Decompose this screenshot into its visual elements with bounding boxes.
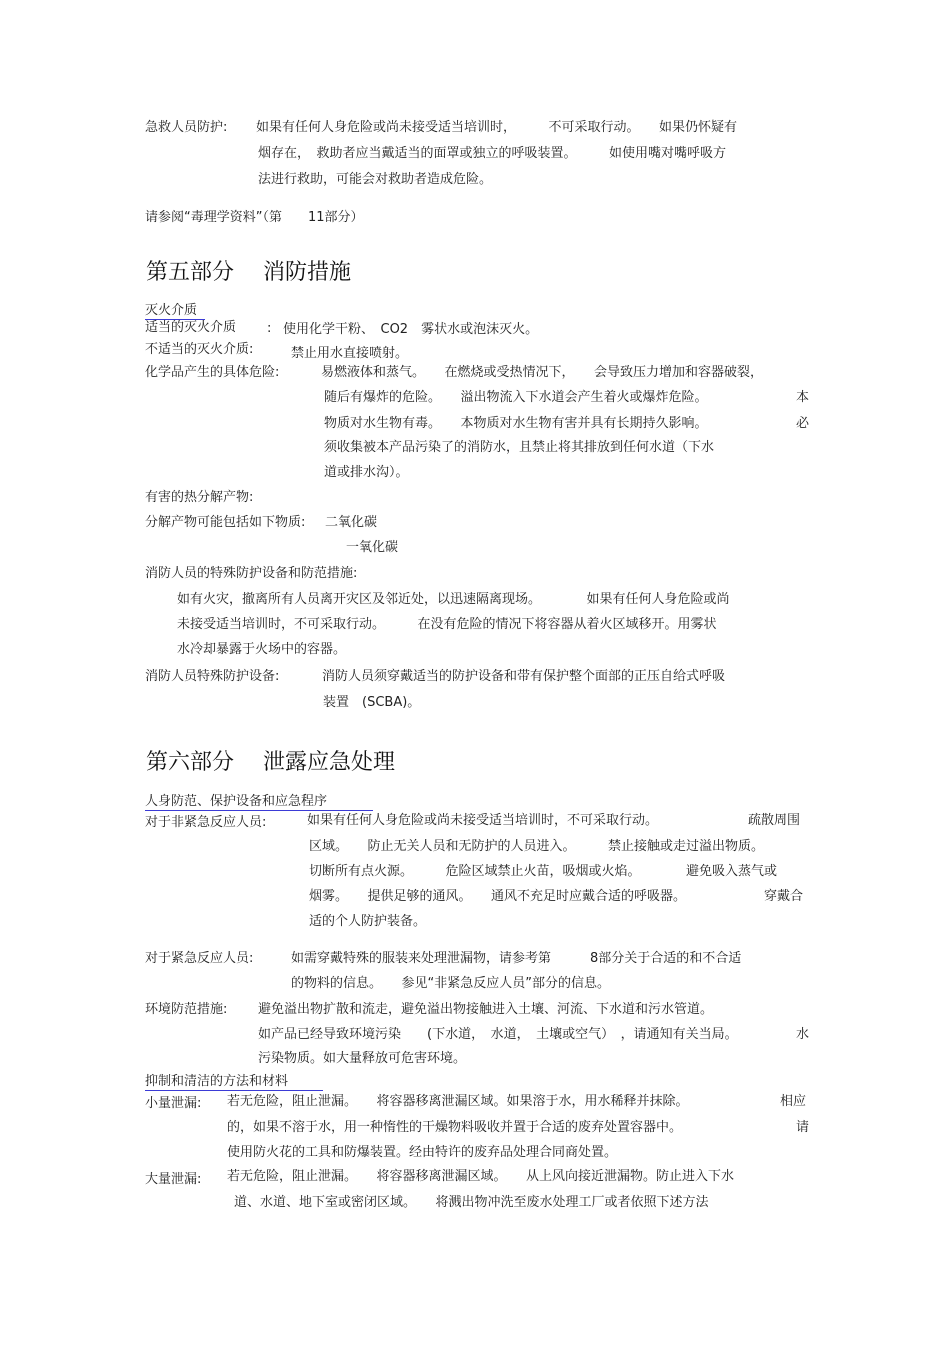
unsuitable-media-label: 不适当的灭火介质: <box>145 342 254 357</box>
non-emergency-line-2: 区域。 防止无关人员和无防护的人员进入。 禁止接触或走过溢出物质。 <box>309 839 765 854</box>
firefighter-equipment-line-1: 消防人员须穿戴适当的防护设备和带有保护整个面部的正压自给式呼吸 <box>322 669 726 684</box>
small-spill-line-3: 使用防火花的工具和防爆装置。经由特许的废弃品处理合同商处置。 <box>227 1145 618 1160</box>
firefighter-equipment-label: 消防人员特殊防护设备: <box>145 669 280 684</box>
non-emergency-line-5: 适的个人防护装备。 <box>309 914 427 929</box>
section-5-title: 第五部分 消防措施 <box>146 260 351 285</box>
unsuitable-media-text: 禁止用水直接喷射。 <box>291 346 409 361</box>
first-aid-line-2: 烟存在， 救助者应当戴适当的面罩或独立的呼吸装置。 如使用嘴对嘴呼吸方 <box>258 146 727 161</box>
section-6-title: 第六部分 泄露应急处理 <box>146 750 395 775</box>
specific-hazard-label: 化学品产生的具体危险: <box>145 365 280 380</box>
emergency-label: 对于紧急反应人员: <box>145 951 254 966</box>
decomposition-item-2: 一氧化碳 <box>346 540 399 555</box>
large-spill-line-2: 道、水道、地下室或密闭区域。 将溅出物冲洗至废水处理工厂或者依照下述方法 <box>234 1195 709 1210</box>
specific-hazard-line-2: 随后有爆炸的危险。 溢出物流入下水道会产生着火或爆炸危险。 <box>324 390 708 405</box>
section-6-subtitle-2: 抑制和清洁的方法和材料 <box>145 1074 289 1089</box>
specific-hazard-right-2: 必 <box>796 416 810 431</box>
firefighter-measures-label: 消防人员的特殊防护设备和防范措施: <box>145 566 358 581</box>
non-emergency-label: 对于非紧急反应人员: <box>145 815 267 830</box>
specific-hazard-line-4: 须收集被本产品污染了的消防水，且禁止将其排放到任何水道（下水 <box>324 440 715 455</box>
toxicology-reference: 请参阅“毒理学资料”（第 11部分） <box>145 210 364 225</box>
section-6-subtitle-1-underline <box>145 810 373 811</box>
non-emergency-line-3: 切断所有点火源。 危险区域禁止火苗，吸烟或火焰。 避免吸入蒸气或 <box>309 864 778 879</box>
emergency-line-2: 的物料的信息。 参见“非紧急反应人员”部分的信息。 <box>291 976 610 991</box>
suitable-media-colon: : <box>267 321 272 336</box>
emergency-line-1: 如需穿戴特殊的服装来处理泄漏物，请参考第 8部分关于合适的和不合适 <box>291 951 742 966</box>
non-emergency-line-1: 如果有任何人身危险或尚未接受适当培训时，不可采取行动。 <box>307 813 659 828</box>
decomposition-label: 有害的热分解产物: <box>145 490 254 505</box>
first-aid-label: 急救人员防护: <box>145 120 228 135</box>
non-emergency-line-4: 烟雾。 提供足够的通风。 通风不充足时应戴合适的呼吸器。 <box>309 889 687 904</box>
environmental-label: 环境防范措施: <box>145 1002 228 1017</box>
suitable-media-label: 适当的灭火介质 <box>145 320 237 335</box>
firefighter-line-3: 水冷却暴露于火场中的容器。 <box>177 642 347 657</box>
firefighter-line-2: 未接受适当培训时，不可采取行动。 在没有危险的情况下将容器从着火区域移开。用雾状 <box>177 617 717 632</box>
environmental-right: 水 <box>796 1027 810 1042</box>
specific-hazard-line-1: 易燃液体和蒸气。 在燃烧或受热情况下， 会导致压力增加和容器破裂， <box>321 365 764 380</box>
suitable-media-text: 使用化学干粉、 CO2 雾状水或泡沫灭火。 <box>283 322 539 337</box>
small-spill-line-2: 的，如果不溶于水，用一种惰性的干燥物料吸收并置于合适的废弃处置容器中。 <box>227 1120 683 1135</box>
section-6-subtitle-1: 人身防范、保护设备和应急程序 <box>145 794 328 809</box>
small-spill-line-1: 若无危险，阻止泄漏。 将容器移离泄漏区域。如果溶于水，用水稀释并抹除。 <box>227 1094 689 1109</box>
large-spill-line-1: 若无危险，阻止泄漏。 将容器移离泄漏区域。 从上风向接近泄漏物。防止进入下水 <box>227 1169 735 1184</box>
first-aid-line-3: 法进行救助，可能会对救助者造成危险。 <box>258 172 493 187</box>
environmental-line-2: 如产品已经导致环境污染 (下水道， 水道， 土壤或空气） ，请通知有关当局。 <box>258 1027 738 1042</box>
environmental-line-1: 避免溢出物扩散和流走，避免溢出物接触进入土壤、河流、下水道和污水管道。 <box>258 1002 714 1017</box>
small-spill-right-2: 请 <box>796 1120 810 1135</box>
decomposition-intro: 分解产物可能包括如下物质: <box>145 515 306 530</box>
section-6-subtitle-2-underline <box>145 1090 323 1091</box>
first-aid-line-1: 如果有任何人身危险或尚未接受适当培训时， 不可采取行动。 如果仍怀疑有 <box>256 120 738 135</box>
decomposition-item-1: 二氧化碳 <box>325 515 378 530</box>
small-spill-label: 小量泄漏: <box>145 1096 202 1111</box>
non-emergency-right-2: 穿戴合 <box>764 889 804 904</box>
firefighter-equipment-line-2: 装置 (SCBA)。 <box>323 695 421 710</box>
specific-hazard-right-1: 本 <box>796 390 810 405</box>
section-5-subtitle: 灭火介质 <box>145 303 198 318</box>
environmental-line-3: 污染物质。如大量释放可危害环境。 <box>258 1051 467 1066</box>
firefighter-line-1: 如有火灾，撤离所有人员离开灾区及邻近处，以迅速隔离现场。 如果有任何人身危险或尚 <box>177 592 730 607</box>
large-spill-label: 大量泄漏: <box>145 1172 202 1187</box>
small-spill-right-1: 相应 <box>780 1094 807 1109</box>
specific-hazard-line-5: 道或排水沟）。 <box>324 465 409 480</box>
non-emergency-right-1: 疏散周围 <box>748 813 801 828</box>
specific-hazard-line-3: 物质对水生物有毒。 本物质对水生物有害并具有长期持久影响。 <box>324 416 708 431</box>
